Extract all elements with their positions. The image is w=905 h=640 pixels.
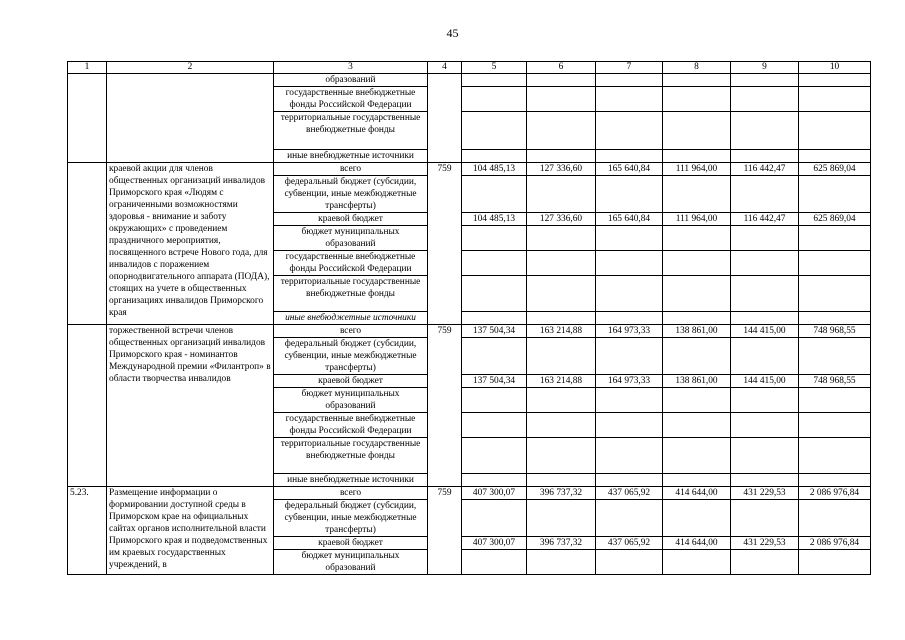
column-header: 6 — [527, 62, 596, 74]
source-cell: краевой бюджет — [274, 375, 428, 388]
measure-text-cell: краевой акции для членов общественных организаций инвалидов Приморского края «Людям с ограниченными возможностями здоровья - внимание и заботу окружающих» с проведением праздничного мероприятия, посвященного встрече Нового года, для инвалидов с поражением опорнодвигательного аппарата (ПОДА), стоящих на учете в общественных организациях инвалидов Приморского края — [107, 163, 274, 325]
value-cell: 164 973,33 — [596, 375, 663, 388]
value-cell: 2 086 976,84 — [799, 487, 871, 500]
column-header: 5 — [462, 62, 527, 74]
value-cell: 163 214,88 — [527, 375, 596, 388]
code-cell — [428, 74, 462, 163]
source-cell: государственные внебюджетные фонды Российской Федерации — [274, 251, 428, 276]
value-cell: 137 504,34 — [462, 325, 527, 338]
value-cell: 431 229,53 — [731, 537, 799, 550]
table-row — [68, 163, 871, 176]
source-cell: территориальные государственные внебюджетные фонды — [274, 438, 428, 474]
source-cell: бюджет муниципальных образований — [274, 388, 428, 413]
measure-text-cell: торжественной встречи членов общественных организаций инвалидов Приморского края - номинантов Международной премии «Филантроп» в области творчества инвалидов — [107, 325, 274, 487]
value-cell: 414 644,00 — [663, 487, 731, 500]
source-cell: иные внебюджетные источники — [274, 150, 428, 163]
value-cell: 116 442,47 — [731, 163, 799, 176]
value-cell: 104 485,13 — [462, 163, 527, 176]
column-header: 9 — [731, 62, 799, 74]
column-header: 10 — [799, 62, 871, 74]
row-number-cell: 5.23. — [68, 487, 107, 575]
column-header: 2 — [107, 62, 274, 74]
value-cell: 2 086 976,84 — [799, 537, 871, 550]
table-row — [68, 74, 871, 87]
column-header: 3 — [274, 62, 428, 74]
source-cell: краевой бюджет — [274, 213, 428, 226]
value-cell: 144 415,00 — [731, 375, 799, 388]
row-number-cell — [68, 74, 107, 163]
source-cell: территориальные государственные внебюджетные фонды — [274, 112, 428, 150]
value-cell: 164 973,33 — [596, 325, 663, 338]
value-cell: 437 065,92 — [596, 487, 663, 500]
column-header: 7 — [596, 62, 663, 74]
source-cell: государственные внебюджетные фонды Российской Федерации — [274, 413, 428, 438]
source-cell: территориальные государственные внебюджетные фонды — [274, 276, 428, 312]
column-header: 8 — [663, 62, 731, 74]
source-cell: федеральный бюджет (субсидии, субвенции, иные межбюджетные трансферты) — [274, 176, 428, 213]
value-cell: 144 415,00 — [731, 325, 799, 338]
row-number-cell — [68, 325, 107, 487]
value-cell: 111 964,00 — [663, 213, 731, 226]
value-cell: 407 300,07 — [462, 487, 527, 500]
source-cell: всего — [274, 325, 428, 338]
measure-text-cell — [107, 74, 274, 163]
code-cell: 759 — [428, 163, 462, 325]
value-cell: 104 485,13 — [462, 213, 527, 226]
value-cell: 127 336,60 — [527, 163, 596, 176]
value-cell: 116 442,47 — [731, 213, 799, 226]
source-cell: всего — [274, 487, 428, 500]
source-cell: бюджет муниципальных образований — [274, 226, 428, 251]
value-cell: 137 504,34 — [462, 375, 527, 388]
value-cell: 748 968,55 — [799, 325, 871, 338]
value-cell: 625 869,04 — [799, 163, 871, 176]
row-number-cell — [68, 163, 107, 325]
table-row — [68, 487, 871, 500]
code-cell: 759 — [428, 325, 462, 487]
source-cell: образований — [274, 74, 428, 87]
source-cell: федеральный бюджет (субсидии, субвенции, иные межбюджетные трансферты) — [274, 338, 428, 375]
source-cell: иные внебюджетные источники — [274, 474, 428, 487]
code-cell: 759 — [428, 487, 462, 575]
header-row — [68, 62, 871, 74]
column-header: 1 — [68, 62, 107, 74]
source-cell: государственные внебюджетные фонды Российской Федерации — [274, 87, 428, 112]
page-number: 45 — [446, 26, 459, 40]
value-cell: 396 737,32 — [527, 487, 596, 500]
value-cell: 111 964,00 — [663, 163, 731, 176]
value-cell: 748 968,55 — [799, 375, 871, 388]
value-cell: 138 861,00 — [663, 325, 731, 338]
source-cell: федеральный бюджет (субсидии, субвенции, иные межбюджетные трансферты) — [274, 500, 428, 537]
value-cell: 407 300,07 — [462, 537, 527, 550]
value-cell: 431 229,53 — [731, 487, 799, 500]
source-cell: иные внебюджетные источники — [274, 312, 428, 325]
value-cell: 165 640,84 — [596, 163, 663, 176]
value-cell: 127 336,60 — [527, 213, 596, 226]
budget-table — [67, 61, 871, 575]
source-cell: бюджет муниципальных образований — [274, 550, 428, 575]
source-cell: всего — [274, 163, 428, 176]
value-cell: 396 737,32 — [527, 537, 596, 550]
table-row — [68, 325, 871, 338]
value-cell: 437 065,92 — [596, 537, 663, 550]
value-cell: 165 640,84 — [596, 213, 663, 226]
source-cell: краевой бюджет — [274, 537, 428, 550]
value-cell: 163 214,88 — [527, 325, 596, 338]
column-header: 4 — [428, 62, 462, 74]
value-cell: 414 644,00 — [663, 537, 731, 550]
value-cell: 625 869,04 — [799, 213, 871, 226]
measure-text-cell: Размещение информации о формировании доступной среды в Приморском крае на официальных сайтах органов исполнительной власти Приморского края и подведомственных им краевых государственных учреждений, в — [107, 487, 274, 575]
value-cell: 138 861,00 — [663, 375, 731, 388]
